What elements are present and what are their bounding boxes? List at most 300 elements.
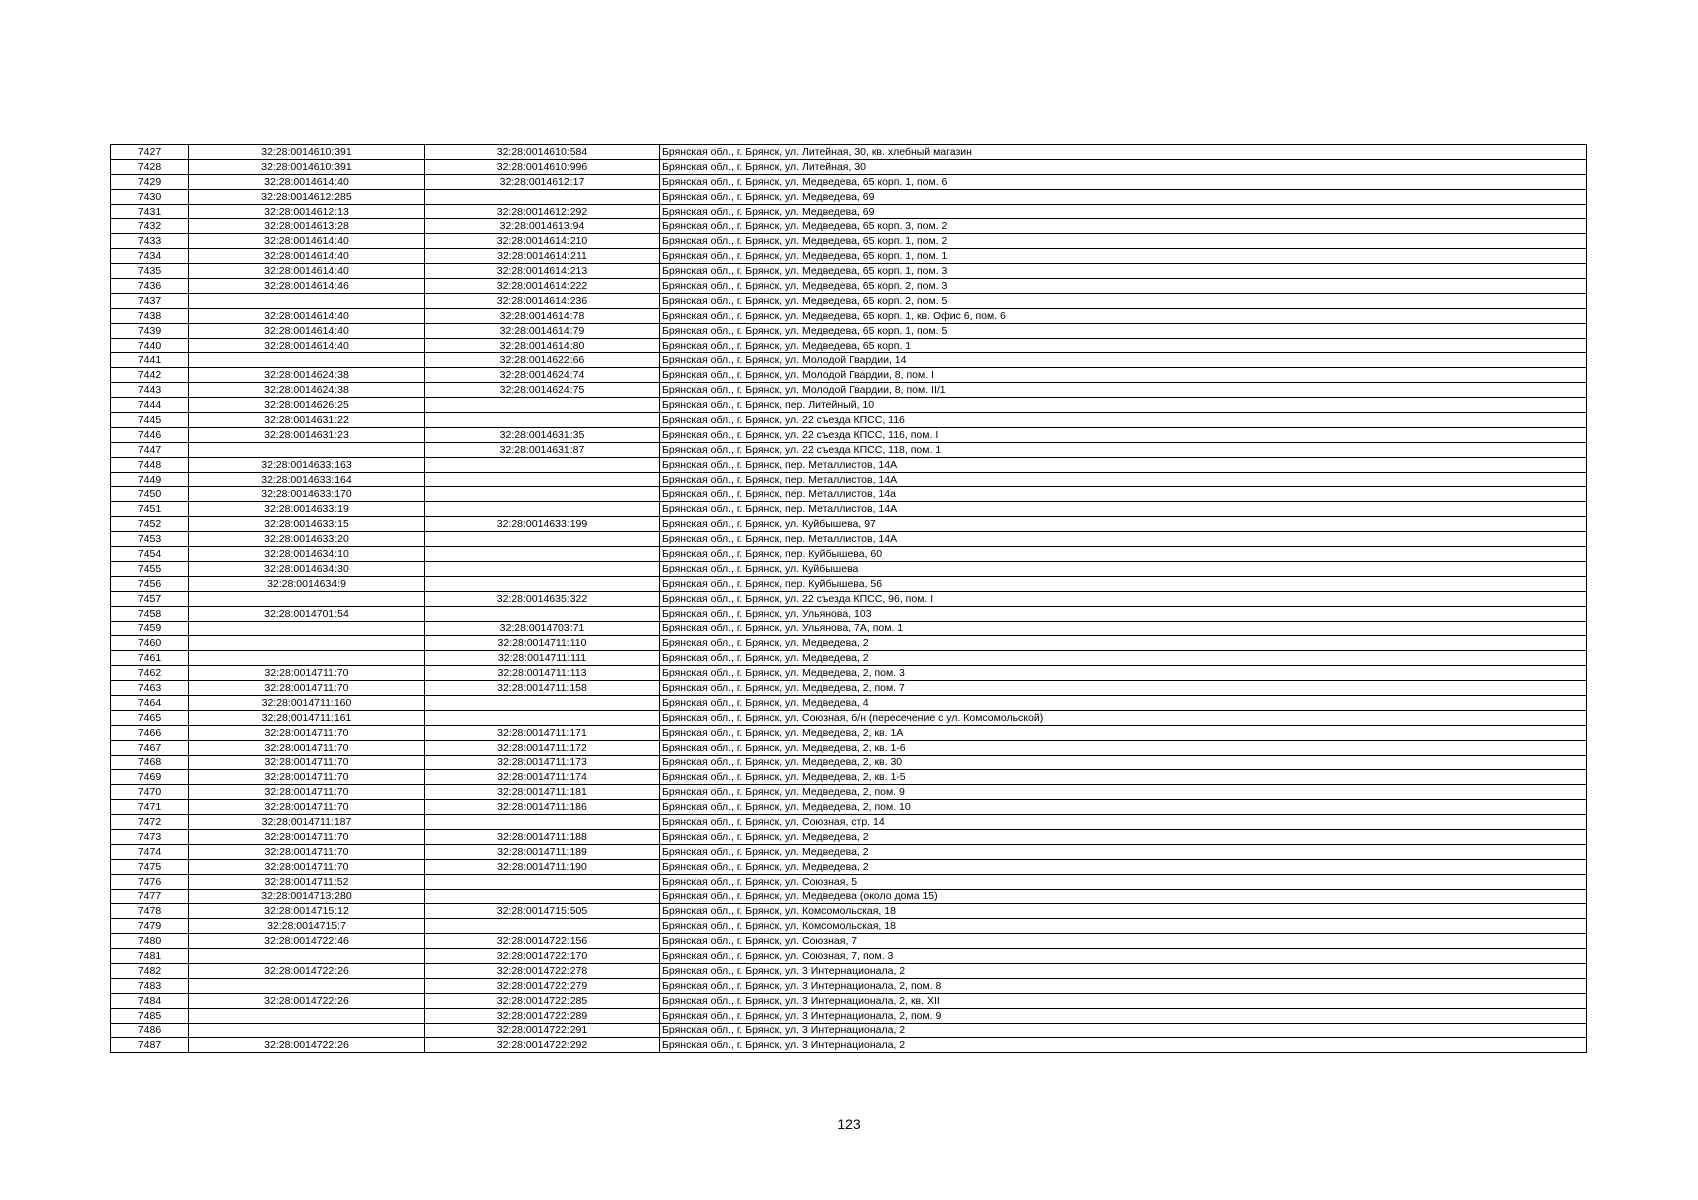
row-number-cell: 7485 — [111, 1008, 189, 1023]
address-cell: Брянская обл., г. Брянск, ул. Медведева, 65 корп. 1, пом. 1 — [660, 249, 1587, 264]
table-row — [111, 338, 1587, 353]
address-cell: Брянская обл., г. Брянск, ул. Медведева, 69 — [660, 189, 1587, 204]
address-cell: Брянская обл., г. Брянск, ул. Ульянова, 7А, пом. 1 — [660, 621, 1587, 636]
row-number-cell: 7453 — [111, 532, 189, 547]
table-row — [111, 725, 1587, 740]
table-row — [111, 874, 1587, 889]
row-number-cell: 7428 — [111, 159, 189, 174]
object-cadastral-number-cell: 32:28:0014614:211 — [425, 249, 660, 264]
table-row — [111, 800, 1587, 815]
table-row — [111, 621, 1587, 636]
table-row — [111, 710, 1587, 725]
parcel-cadastral-number-cell: 32:28:0014711:187 — [189, 815, 425, 830]
object-cadastral-number-cell: 32:28:0014633:199 — [425, 517, 660, 532]
parcel-cadastral-number-cell: 32:28:0014610:391 — [189, 159, 425, 174]
object-cadastral-number-cell: 32:28:0014711:189 — [425, 844, 660, 859]
table-row — [111, 442, 1587, 457]
address-cell: Брянская обл., г. Брянск, ул. Медведева, 2 — [660, 844, 1587, 859]
object-cadastral-number-cell: 32:28:0014711:181 — [425, 785, 660, 800]
parcel-cadastral-number-cell: 32:28:0014711:70 — [189, 770, 425, 785]
parcel-cadastral-number-cell: 32:28:0014633:163 — [189, 457, 425, 472]
parcel-cadastral-number-cell: 32:28:0014634:30 — [189, 561, 425, 576]
table-row — [111, 487, 1587, 502]
address-cell: Брянская обл., г. Брянск, ул. Медведева (около дома 15) — [660, 889, 1587, 904]
row-number-cell: 7434 — [111, 249, 189, 264]
table-row — [111, 308, 1587, 323]
row-number-cell: 7431 — [111, 204, 189, 219]
object-cadastral-number-cell: 32:28:0014711:172 — [425, 740, 660, 755]
address-cell: Брянская обл., г. Брянск, ул. Куйбышева, 97 — [660, 517, 1587, 532]
address-cell: Брянская обл., г. Брянск, ул. 3 Интернационала, 2 — [660, 1038, 1587, 1053]
table-row — [111, 174, 1587, 189]
table-row — [111, 234, 1587, 249]
row-number-cell: 7482 — [111, 963, 189, 978]
row-number-cell: 7442 — [111, 368, 189, 383]
object-cadastral-number-cell: 32:28:0014624:74 — [425, 368, 660, 383]
address-cell: Брянская обл., г. Брянск, ул. Медведева, 2, пом. 9 — [660, 785, 1587, 800]
table-row — [111, 204, 1587, 219]
row-number-cell: 7463 — [111, 681, 189, 696]
address-cell: Брянская обл., г. Брянск, ул. 22 съезда КПСС, 116, пом. I — [660, 427, 1587, 442]
table-row — [111, 755, 1587, 770]
row-number-cell: 7444 — [111, 398, 189, 413]
address-cell: Брянская обл., г. Брянск, пер. Металлистов, 14А — [660, 502, 1587, 517]
object-cadastral-number-cell: 32:28:0014711:174 — [425, 770, 660, 785]
row-number-cell: 7487 — [111, 1038, 189, 1053]
parcel-cadastral-number-cell — [189, 293, 425, 308]
object-cadastral-number-cell: 32:28:0014711:158 — [425, 681, 660, 696]
parcel-cadastral-number-cell: 32:28:0014612:285 — [189, 189, 425, 204]
object-cadastral-number-cell: 32:28:0014722:156 — [425, 934, 660, 949]
row-number-cell: 7477 — [111, 889, 189, 904]
parcel-cadastral-number-cell: 32:28:0014711:70 — [189, 666, 425, 681]
address-cell: Брянская обл., г. Брянск, ул. Медведева, 2 — [660, 829, 1587, 844]
row-number-cell: 7458 — [111, 606, 189, 621]
row-number-cell: 7465 — [111, 710, 189, 725]
parcel-cadastral-number-cell — [189, 353, 425, 368]
object-cadastral-number-cell: 32:28:0014614:78 — [425, 308, 660, 323]
object-cadastral-number-cell: 32:28:0014711:173 — [425, 755, 660, 770]
row-number-cell: 7454 — [111, 547, 189, 562]
address-cell: Брянская обл., г. Брянск, ул. Союзная, 7, пом. 3 — [660, 949, 1587, 964]
parcel-cadastral-number-cell: 32:28:0014633:15 — [189, 517, 425, 532]
parcel-cadastral-number-cell — [189, 636, 425, 651]
parcel-cadastral-number-cell: 32:28:0014624:38 — [189, 383, 425, 398]
row-number-cell: 7457 — [111, 591, 189, 606]
row-number-cell: 7433 — [111, 234, 189, 249]
table-row — [111, 681, 1587, 696]
table-row — [111, 829, 1587, 844]
table-row — [111, 561, 1587, 576]
table-row — [111, 859, 1587, 874]
row-number-cell: 7435 — [111, 264, 189, 279]
parcel-cadastral-number-cell — [189, 949, 425, 964]
object-cadastral-number-cell: 32:28:0014722:291 — [425, 1023, 660, 1038]
table-row — [111, 576, 1587, 591]
table-row — [111, 457, 1587, 472]
row-number-cell: 7459 — [111, 621, 189, 636]
row-number-cell: 7483 — [111, 978, 189, 993]
row-number-cell: 7437 — [111, 293, 189, 308]
address-cell: Брянская обл., г. Брянск, ул. Медведева, 65 корп. 1, пом. 2 — [660, 234, 1587, 249]
address-cell: Брянская обл., г. Брянск, ул. Медведева, 65 корп. 1, кв. Офис 6, пом. 6 — [660, 308, 1587, 323]
table-row — [111, 1038, 1587, 1053]
address-cell: Брянская обл., г. Брянск, ул. 22 съезда КПСС, 118, пом. 1 — [660, 442, 1587, 457]
parcel-cadastral-number-cell: 32:28:0014631:23 — [189, 427, 425, 442]
parcel-cadastral-number-cell — [189, 442, 425, 457]
table-row — [111, 1008, 1587, 1023]
address-cell: Брянская обл., г. Брянск, ул. Медведева, 65 корп. 1, пом. 6 — [660, 174, 1587, 189]
table-row — [111, 1023, 1587, 1038]
object-cadastral-number-cell: 32:28:0014722:279 — [425, 978, 660, 993]
parcel-cadastral-number-cell: 32:28:0014711:70 — [189, 829, 425, 844]
parcel-cadastral-number-cell: 32:28:0014614:40 — [189, 234, 425, 249]
table-row — [111, 740, 1587, 755]
address-cell: Брянская обл., г. Брянск, ул. Комсомольская, 18 — [660, 904, 1587, 919]
object-cadastral-number-cell: 32:28:0014711:186 — [425, 800, 660, 815]
parcel-cadastral-number-cell: 32:28:0014624:38 — [189, 368, 425, 383]
row-number-cell: 7480 — [111, 934, 189, 949]
parcel-cadastral-number-cell: 32:28:0014711:70 — [189, 740, 425, 755]
address-cell: Брянская обл., г. Брянск, ул. Куйбышева — [660, 561, 1587, 576]
parcel-cadastral-number-cell: 32:28:0014633:19 — [189, 502, 425, 517]
object-cadastral-number-cell — [425, 413, 660, 428]
row-number-cell: 7476 — [111, 874, 189, 889]
table-row — [111, 413, 1587, 428]
object-cadastral-number-cell: 32:28:0014631:35 — [425, 427, 660, 442]
row-number-cell: 7469 — [111, 770, 189, 785]
address-cell: Брянская обл., г. Брянск, ул. Литейная, 30, кв. хлебный магазин — [660, 145, 1587, 160]
parcel-cadastral-number-cell: 32:28:0014711:70 — [189, 785, 425, 800]
parcel-cadastral-number-cell: 32:28:0014614:40 — [189, 174, 425, 189]
table-row — [111, 427, 1587, 442]
parcel-cadastral-number-cell: 32:28:0014722:26 — [189, 993, 425, 1008]
table-row — [111, 264, 1587, 279]
table-row — [111, 279, 1587, 294]
address-cell: Брянская обл., г. Брянск, ул. Союзная, 7 — [660, 934, 1587, 949]
address-cell: Брянская обл., г. Брянск, ул. Медведева, 2 — [660, 651, 1587, 666]
address-cell: Брянская обл., г. Брянск, ул. Молодой Гвардии, 14 — [660, 353, 1587, 368]
table-row — [111, 383, 1587, 398]
object-cadastral-number-cell — [425, 189, 660, 204]
table-row — [111, 949, 1587, 964]
address-cell: Брянская обл., г. Брянск, ул. Медведева, 65 корп. 1, пом. 3 — [660, 264, 1587, 279]
parcel-cadastral-number-cell: 32:28:0014715:12 — [189, 904, 425, 919]
table-row — [111, 919, 1587, 934]
object-cadastral-number-cell — [425, 398, 660, 413]
table-row — [111, 145, 1587, 160]
address-cell: Брянская обл., г. Брянск, ул. 22 съезда КПСС, 116 — [660, 413, 1587, 428]
object-cadastral-number-cell: 32:28:0014711:110 — [425, 636, 660, 651]
table-row — [111, 978, 1587, 993]
row-number-cell: 7427 — [111, 145, 189, 160]
table-row — [111, 219, 1587, 234]
parcel-cadastral-number-cell: 32:28:0014612:13 — [189, 204, 425, 219]
parcel-cadastral-number-cell: 32:28:0014614:46 — [189, 279, 425, 294]
parcel-cadastral-number-cell: 32:28:0014610:391 — [189, 145, 425, 160]
row-number-cell: 7436 — [111, 279, 189, 294]
address-cell: Брянская обл., г. Брянск, ул. Медведева, 65 корп. 1, пом. 5 — [660, 323, 1587, 338]
parcel-cadastral-number-cell: 32:28:0014713:280 — [189, 889, 425, 904]
object-cadastral-number-cell: 32:28:0014711:111 — [425, 651, 660, 666]
row-number-cell: 7448 — [111, 457, 189, 472]
object-cadastral-number-cell — [425, 606, 660, 621]
object-cadastral-number-cell — [425, 576, 660, 591]
table-row — [111, 889, 1587, 904]
parcel-cadastral-number-cell: 32:28:0014614:40 — [189, 338, 425, 353]
object-cadastral-number-cell — [425, 487, 660, 502]
parcel-cadastral-number-cell: 32:28:0014711:70 — [189, 859, 425, 874]
object-cadastral-number-cell: 32:28:0014612:292 — [425, 204, 660, 219]
row-number-cell: 7486 — [111, 1023, 189, 1038]
parcel-cadastral-number-cell: 32:28:0014711:70 — [189, 755, 425, 770]
parcel-cadastral-number-cell: 32:28:0014722:26 — [189, 963, 425, 978]
table-row — [111, 293, 1587, 308]
table-row — [111, 249, 1587, 264]
address-cell: Брянская обл., г. Брянск, ул. 3 Интернационала, 2, пом. 9 — [660, 1008, 1587, 1023]
table-row — [111, 636, 1587, 651]
object-cadastral-number-cell — [425, 919, 660, 934]
parcel-cadastral-number-cell: 32:28:0014711:70 — [189, 844, 425, 859]
row-number-cell: 7432 — [111, 219, 189, 234]
row-number-cell: 7446 — [111, 427, 189, 442]
address-cell: Брянская обл., г. Брянск, ул. Медведева, 65 корп. 1 — [660, 338, 1587, 353]
object-cadastral-number-cell: 32:28:0014614:79 — [425, 323, 660, 338]
table-row — [111, 695, 1587, 710]
parcel-cadastral-number-cell: 32:28:0014626:25 — [189, 398, 425, 413]
table-row — [111, 770, 1587, 785]
address-cell: Брянская обл., г. Брянск, пер. Куйбышева, 60 — [660, 547, 1587, 562]
address-cell: Брянская обл., г. Брянск, ул. 3 Интернационала, 2 — [660, 1023, 1587, 1038]
row-number-cell: 7462 — [111, 666, 189, 681]
object-cadastral-number-cell — [425, 710, 660, 725]
object-cadastral-number-cell: 32:28:0014703:71 — [425, 621, 660, 636]
object-cadastral-number-cell — [425, 547, 660, 562]
parcel-cadastral-number-cell: 32:28:0014614:40 — [189, 249, 425, 264]
object-cadastral-number-cell: 32:28:0014711:171 — [425, 725, 660, 740]
parcel-cadastral-number-cell: 32:28:0014722:26 — [189, 1038, 425, 1053]
table-row — [111, 815, 1587, 830]
row-number-cell: 7479 — [111, 919, 189, 934]
row-number-cell: 7466 — [111, 725, 189, 740]
row-number-cell: 7468 — [111, 755, 189, 770]
parcel-cadastral-number-cell: 32:28:0014711:70 — [189, 725, 425, 740]
object-cadastral-number-cell — [425, 532, 660, 547]
parcel-cadastral-number-cell — [189, 978, 425, 993]
parcel-cadastral-number-cell: 32:28:0014634:10 — [189, 547, 425, 562]
row-number-cell: 7455 — [111, 561, 189, 576]
table-row — [111, 785, 1587, 800]
table-row — [111, 368, 1587, 383]
object-cadastral-number-cell — [425, 561, 660, 576]
address-cell: Брянская обл., г. Брянск, ул. Союзная, стр. 14 — [660, 815, 1587, 830]
object-cadastral-number-cell: 32:28:0014711:188 — [425, 829, 660, 844]
object-cadastral-number-cell: 32:28:0014722:292 — [425, 1038, 660, 1053]
table-row — [111, 189, 1587, 204]
object-cadastral-number-cell — [425, 457, 660, 472]
row-number-cell: 7438 — [111, 308, 189, 323]
address-cell: Брянская обл., г. Брянск, пер. Металлистов, 14А — [660, 457, 1587, 472]
row-number-cell: 7470 — [111, 785, 189, 800]
row-number-cell: 7441 — [111, 353, 189, 368]
row-number-cell: 7484 — [111, 993, 189, 1008]
address-cell: Брянская обл., г. Брянск, ул. Медведева, 65 корп. 2, пом. 5 — [660, 293, 1587, 308]
parcel-cadastral-number-cell — [189, 621, 425, 636]
parcel-cadastral-number-cell: 32:28:0014614:40 — [189, 308, 425, 323]
address-cell: Брянская обл., г. Брянск, ул. Комсомольская, 18 — [660, 919, 1587, 934]
object-cadastral-number-cell: 32:28:0014711:113 — [425, 666, 660, 681]
address-cell: Брянская обл., г. Брянск, пер. Куйбышева, 56 — [660, 576, 1587, 591]
address-cell: Брянская обл., г. Брянск, ул. Медведева, 4 — [660, 695, 1587, 710]
row-number-cell: 7443 — [111, 383, 189, 398]
parcel-cadastral-number-cell: 32:28:0014631:22 — [189, 413, 425, 428]
table-row — [111, 844, 1587, 859]
address-cell: Брянская обл., г. Брянск, ул. 3 Интернационала, 2, кв. XII — [660, 993, 1587, 1008]
object-cadastral-number-cell: 32:28:0014610:996 — [425, 159, 660, 174]
row-number-cell: 7430 — [111, 189, 189, 204]
object-cadastral-number-cell: 32:28:0014711:190 — [425, 859, 660, 874]
row-number-cell: 7429 — [111, 174, 189, 189]
address-cell: Брянская обл., г. Брянск, ул. Медведева, 65 корп. 2, пом. 3 — [660, 279, 1587, 294]
address-cell: Брянская обл., г. Брянск, ул. Медведева, 2, кв. 1-6 — [660, 740, 1587, 755]
row-number-cell: 7451 — [111, 502, 189, 517]
address-cell: Брянская обл., г. Брянск, ул. 3 Интернационала, 2 — [660, 963, 1587, 978]
address-cell: Брянская обл., г. Брянск, ул. Медведева, 65 корп. 3, пом. 2 — [660, 219, 1587, 234]
address-cell: Брянская обл., г. Брянск, ул. Молодой Гвардии, 8, пом. II/1 — [660, 383, 1587, 398]
table-row — [111, 651, 1587, 666]
object-cadastral-number-cell — [425, 472, 660, 487]
table-row — [111, 547, 1587, 562]
parcel-cadastral-number-cell — [189, 1023, 425, 1038]
parcel-cadastral-number-cell: 32:28:0014613:28 — [189, 219, 425, 234]
parcel-cadastral-number-cell: 32:28:0014634:9 — [189, 576, 425, 591]
parcel-cadastral-number-cell — [189, 651, 425, 666]
object-cadastral-number-cell: 32:28:0014715:505 — [425, 904, 660, 919]
address-cell: Брянская обл., г. Брянск, ул. Медведева, 2, пом. 10 — [660, 800, 1587, 815]
object-cadastral-number-cell — [425, 889, 660, 904]
parcel-cadastral-number-cell: 32:28:0014711:70 — [189, 681, 425, 696]
table-row — [111, 502, 1587, 517]
address-cell: Брянская обл., г. Брянск, ул. Медведева, 2 — [660, 859, 1587, 874]
object-cadastral-number-cell: 32:28:0014614:236 — [425, 293, 660, 308]
parcel-cadastral-number-cell: 32:28:0014633:170 — [189, 487, 425, 502]
table-row — [111, 323, 1587, 338]
row-number-cell: 7449 — [111, 472, 189, 487]
table-row — [111, 353, 1587, 368]
parcel-cadastral-number-cell: 32:28:0014614:40 — [189, 264, 425, 279]
address-cell: Брянская обл., г. Брянск, ул. Медведева, 2, пом. 3 — [660, 666, 1587, 681]
object-cadastral-number-cell: 32:28:0014612:17 — [425, 174, 660, 189]
object-cadastral-number-cell: 32:28:0014622:66 — [425, 353, 660, 368]
address-cell: Брянская обл., г. Брянск, ул. Медведева, 2, кв. 1-5 — [660, 770, 1587, 785]
page-number: 123 — [837, 1116, 861, 1132]
parcel-cadastral-number-cell: 32:28:0014711:160 — [189, 695, 425, 710]
parcel-cadastral-number-cell — [189, 1008, 425, 1023]
row-number-cell: 7461 — [111, 651, 189, 666]
address-cell: Брянская обл., г. Брянск, пер. Металлистов, 14а — [660, 487, 1587, 502]
row-number-cell: 7467 — [111, 740, 189, 755]
row-number-cell: 7456 — [111, 576, 189, 591]
object-cadastral-number-cell: 32:28:0014722:289 — [425, 1008, 660, 1023]
object-cadastral-number-cell — [425, 502, 660, 517]
address-cell: Брянская обл., г. Брянск, ул. Медведева, 2, кв. 1А — [660, 725, 1587, 740]
address-cell: Брянская обл., г. Брянск, ул. Медведева, 2, кв. 30 — [660, 755, 1587, 770]
table-row — [111, 666, 1587, 681]
parcel-cadastral-number-cell: 32:28:0014633:20 — [189, 532, 425, 547]
address-cell: Брянская обл., г. Брянск, ул. Молодой Гвардии, 8, пом. I — [660, 368, 1587, 383]
object-cadastral-number-cell: 32:28:0014614:210 — [425, 234, 660, 249]
address-cell: Брянская обл., г. Брянск, ул. Союзная, 5 — [660, 874, 1587, 889]
object-cadastral-number-cell — [425, 874, 660, 889]
object-cadastral-number-cell: 32:28:0014624:75 — [425, 383, 660, 398]
address-cell: Брянская обл., г. Брянск, ул. Медведева, 69 — [660, 204, 1587, 219]
object-cadastral-number-cell: 32:28:0014614:213 — [425, 264, 660, 279]
address-cell: Брянская обл., г. Брянск, ул. Союзная, б/н (пересечение с ул. Комсомольской) — [660, 710, 1587, 725]
row-number-cell: 7452 — [111, 517, 189, 532]
table-row — [111, 934, 1587, 949]
table-row — [111, 532, 1587, 547]
parcel-cadastral-number-cell: 32:28:0014711:161 — [189, 710, 425, 725]
address-cell: Брянская обл., г. Брянск, ул. Медведева, 2 — [660, 636, 1587, 651]
table-row — [111, 159, 1587, 174]
row-number-cell: 7472 — [111, 815, 189, 830]
address-cell: Брянская обл., г. Брянск, ул. Литейная, 30 — [660, 159, 1587, 174]
object-cadastral-number-cell: 32:28:0014635:322 — [425, 591, 660, 606]
property-registry-table — [110, 144, 1587, 1053]
row-number-cell: 7478 — [111, 904, 189, 919]
row-number-cell: 7460 — [111, 636, 189, 651]
row-number-cell: 7440 — [111, 338, 189, 353]
parcel-cadastral-number-cell: 32:28:0014715:7 — [189, 919, 425, 934]
row-number-cell: 7439 — [111, 323, 189, 338]
table-row — [111, 904, 1587, 919]
table-row — [111, 993, 1587, 1008]
row-number-cell: 7473 — [111, 829, 189, 844]
row-number-cell: 7475 — [111, 859, 189, 874]
object-cadastral-number-cell: 32:28:0014631:87 — [425, 442, 660, 457]
object-cadastral-number-cell: 32:28:0014722:285 — [425, 993, 660, 1008]
row-number-cell: 7445 — [111, 413, 189, 428]
parcel-cadastral-number-cell: 32:28:0014701:54 — [189, 606, 425, 621]
address-cell: Брянская обл., г. Брянск, ул. 3 Интернационала, 2, пом. 8 — [660, 978, 1587, 993]
address-cell: Брянская обл., г. Брянск, пер. Металлистов, 14А — [660, 532, 1587, 547]
parcel-cadastral-number-cell: 32:28:0014711:52 — [189, 874, 425, 889]
object-cadastral-number-cell: 32:28:0014613:94 — [425, 219, 660, 234]
object-cadastral-number-cell: 32:28:0014722:278 — [425, 963, 660, 978]
object-cadastral-number-cell: 32:28:0014614:222 — [425, 279, 660, 294]
row-number-cell: 7471 — [111, 800, 189, 815]
row-number-cell: 7474 — [111, 844, 189, 859]
table-row — [111, 591, 1587, 606]
address-cell: Брянская обл., г. Брянск, ул. Медведева, 2, пом. 7 — [660, 681, 1587, 696]
object-cadastral-number-cell: 32:28:0014722:170 — [425, 949, 660, 964]
row-number-cell: 7481 — [111, 949, 189, 964]
table-row — [111, 517, 1587, 532]
object-cadastral-number-cell — [425, 695, 660, 710]
row-number-cell: 7450 — [111, 487, 189, 502]
address-cell: Брянская обл., г. Брянск, ул. 22 съезда КПСС, 96, пом. I — [660, 591, 1587, 606]
address-cell: Брянская обл., г. Брянск, пер. Металлистов, 14А — [660, 472, 1587, 487]
registry-table-body — [111, 145, 1587, 1053]
address-cell: Брянская обл., г. Брянск, пер. Литейный, 10 — [660, 398, 1587, 413]
parcel-cadastral-number-cell: 32:28:0014614:40 — [189, 323, 425, 338]
address-cell: Брянская обл., г. Брянск, ул. Ульянова, 103 — [660, 606, 1587, 621]
row-number-cell: 7464 — [111, 695, 189, 710]
parcel-cadastral-number-cell — [189, 591, 425, 606]
object-cadastral-number-cell: 32:28:0014610:584 — [425, 145, 660, 160]
object-cadastral-number-cell — [425, 815, 660, 830]
parcel-cadastral-number-cell: 32:28:0014722:46 — [189, 934, 425, 949]
